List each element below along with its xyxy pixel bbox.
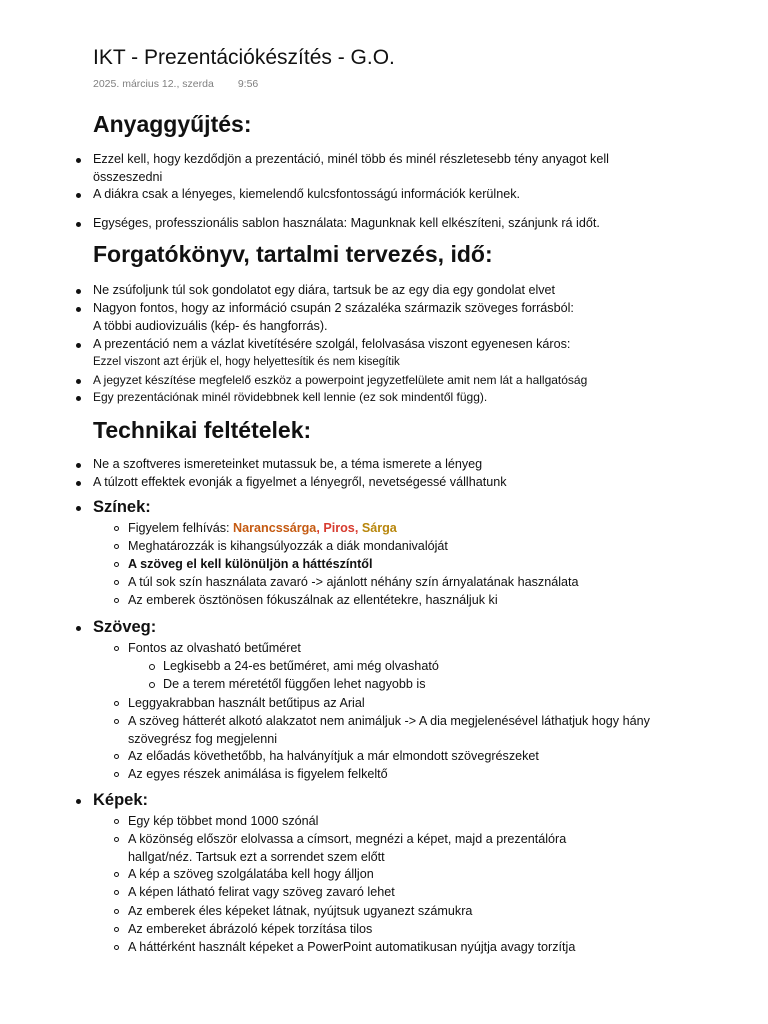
- list-item: Egy kép többet mond 1000 szónál: [128, 813, 668, 831]
- list-item: Az egyes részek animálása is figyelem felkeltő: [128, 766, 668, 784]
- list-item: Legkisebb a 24-es betűméret, ami még olvasható: [163, 658, 663, 676]
- list-item: [93, 336, 673, 371]
- separator: ,: [316, 521, 324, 535]
- page-date: 2025. március 12., szerda: [93, 78, 214, 90]
- list-item: A túlzott effektek evonják a figyelmet a lényegről, nevetségessé vállhatunk: [93, 474, 673, 492]
- list-item: Fontos az olvasható betűméret: [128, 640, 668, 658]
- list-item: [128, 520, 668, 538]
- page-title: IKT - Prezentációkészítés - G.O.: [93, 46, 395, 69]
- heading-technikai: Technikai feltételek:: [93, 417, 312, 443]
- list-item: A kép a szöveg szolgálatába kell hogy álljon: [128, 866, 668, 884]
- list-item-line: Ezzel viszont azt érjük el, hogy helyettesítik és nem kisegítik: [93, 355, 400, 368]
- list-item: [93, 300, 673, 335]
- list-item: Az emberek ösztönösen fókuszálnak az ellentétekre, használjuk ki: [128, 592, 668, 610]
- attention-label: Figyelem felhívás:: [128, 521, 233, 535]
- list-item: A közönség először elolvassa a címsort, megnézi a képet, majd a prezentálóra hallgat/néz. Tartsuk ezt a sorrendet szem előtt: [128, 831, 618, 866]
- separator: ,: [354, 521, 362, 535]
- list-item: A képen látható felirat vagy szöveg zavaró lehet: [128, 884, 668, 902]
- list-item-line: A prezentáció nem a vázlat kivetítésére szolgál, felolvasása viszont egyenesen káros:: [93, 337, 571, 351]
- heading-forgatokonyv: Forgatókönyv, tartalmi tervezés, idő:: [93, 241, 493, 267]
- list-item: A diákra csak a lényeges, kiemelendő kulcsfontosságú információk kerülnek.: [93, 186, 673, 204]
- page-timestamp: [93, 78, 258, 90]
- list-item: Az emberek éles képeket látnak, nyújtsuk ugyanezt számukra: [128, 903, 668, 921]
- list-item: A jegyzet készítése megfelelő eszköz a powerpoint jegyzetfelülete amit nem lát a hallgatóság: [93, 372, 673, 390]
- list-item: Ne zsúfoljunk túl sok gondolatot egy diára, tartsuk be az egy dia egy gondolat elvet: [93, 282, 673, 300]
- color-orange-label: Narancssárga: [233, 521, 317, 535]
- color-yellow-label: Sárga: [361, 521, 397, 535]
- list-item: Ezzel kell, hogy kezdődjön a prezentáció, minél több és minél részletesebb tény anyagot kell összeszedni: [93, 151, 663, 186]
- list-item: A szöveg hátterét alkotó alakzatot nem animáljuk -> A dia megjelenésével láthatjuk hogy hány szövegrész fog megjelenni: [128, 713, 658, 748]
- list-item: Az előadás követhetőbb, ha halványítjuk a már elmondott szövegrészeket: [128, 748, 668, 766]
- list-item: A háttérként használt képeket a PowerPoint automatikusan nyújtja avagy torzítja: [128, 939, 668, 957]
- list-item-line: A többi audiovizuális (kép- és hangforrás).: [93, 318, 328, 333]
- list-item: Egységes, professzionális sablon használata: Magunknak kell elkészíteni, szánjunk rá időt.: [93, 215, 673, 233]
- heading-kepek: Képek:: [93, 791, 149, 809]
- list-item: Leggyakrabban használt betűtipus az Arial: [128, 695, 668, 713]
- list-item: A túl sok szín használata zavaró -> ajánlott néhány szín árnyalatának használata: [128, 574, 668, 592]
- heading-szoveg: Szöveg:: [93, 618, 157, 636]
- list-item: Egy prezentációnak minél rövidebbnek kell lennie (ez sok mindentől függ).: [93, 389, 673, 407]
- list-item: A szöveg el kell különüljön a háttészíntől: [128, 556, 668, 574]
- list-item: Ne a szoftveres ismereteinket mutassuk be, a téma ismerete a lényeg: [93, 456, 673, 474]
- heading-anyaggyujtes: Anyaggyűjtés:: [93, 111, 252, 137]
- heading-szinek: Színek:: [93, 498, 151, 516]
- list-item-line: Nagyon fontos, hogy az információ csupán 2 százaléka származik szöveges forrásból:: [93, 301, 574, 315]
- list-item: Az embereket ábrázoló képek torzítása tilos: [128, 921, 668, 939]
- page-time: 9:56: [237, 78, 259, 90]
- color-red-label: Piros: [323, 521, 355, 535]
- list-item: De a terem méretétől függően lehet nagyobb is: [163, 676, 663, 694]
- list-item: Meghatározzák is kihangsúlyozzák a diák mondanivalóját: [128, 538, 668, 556]
